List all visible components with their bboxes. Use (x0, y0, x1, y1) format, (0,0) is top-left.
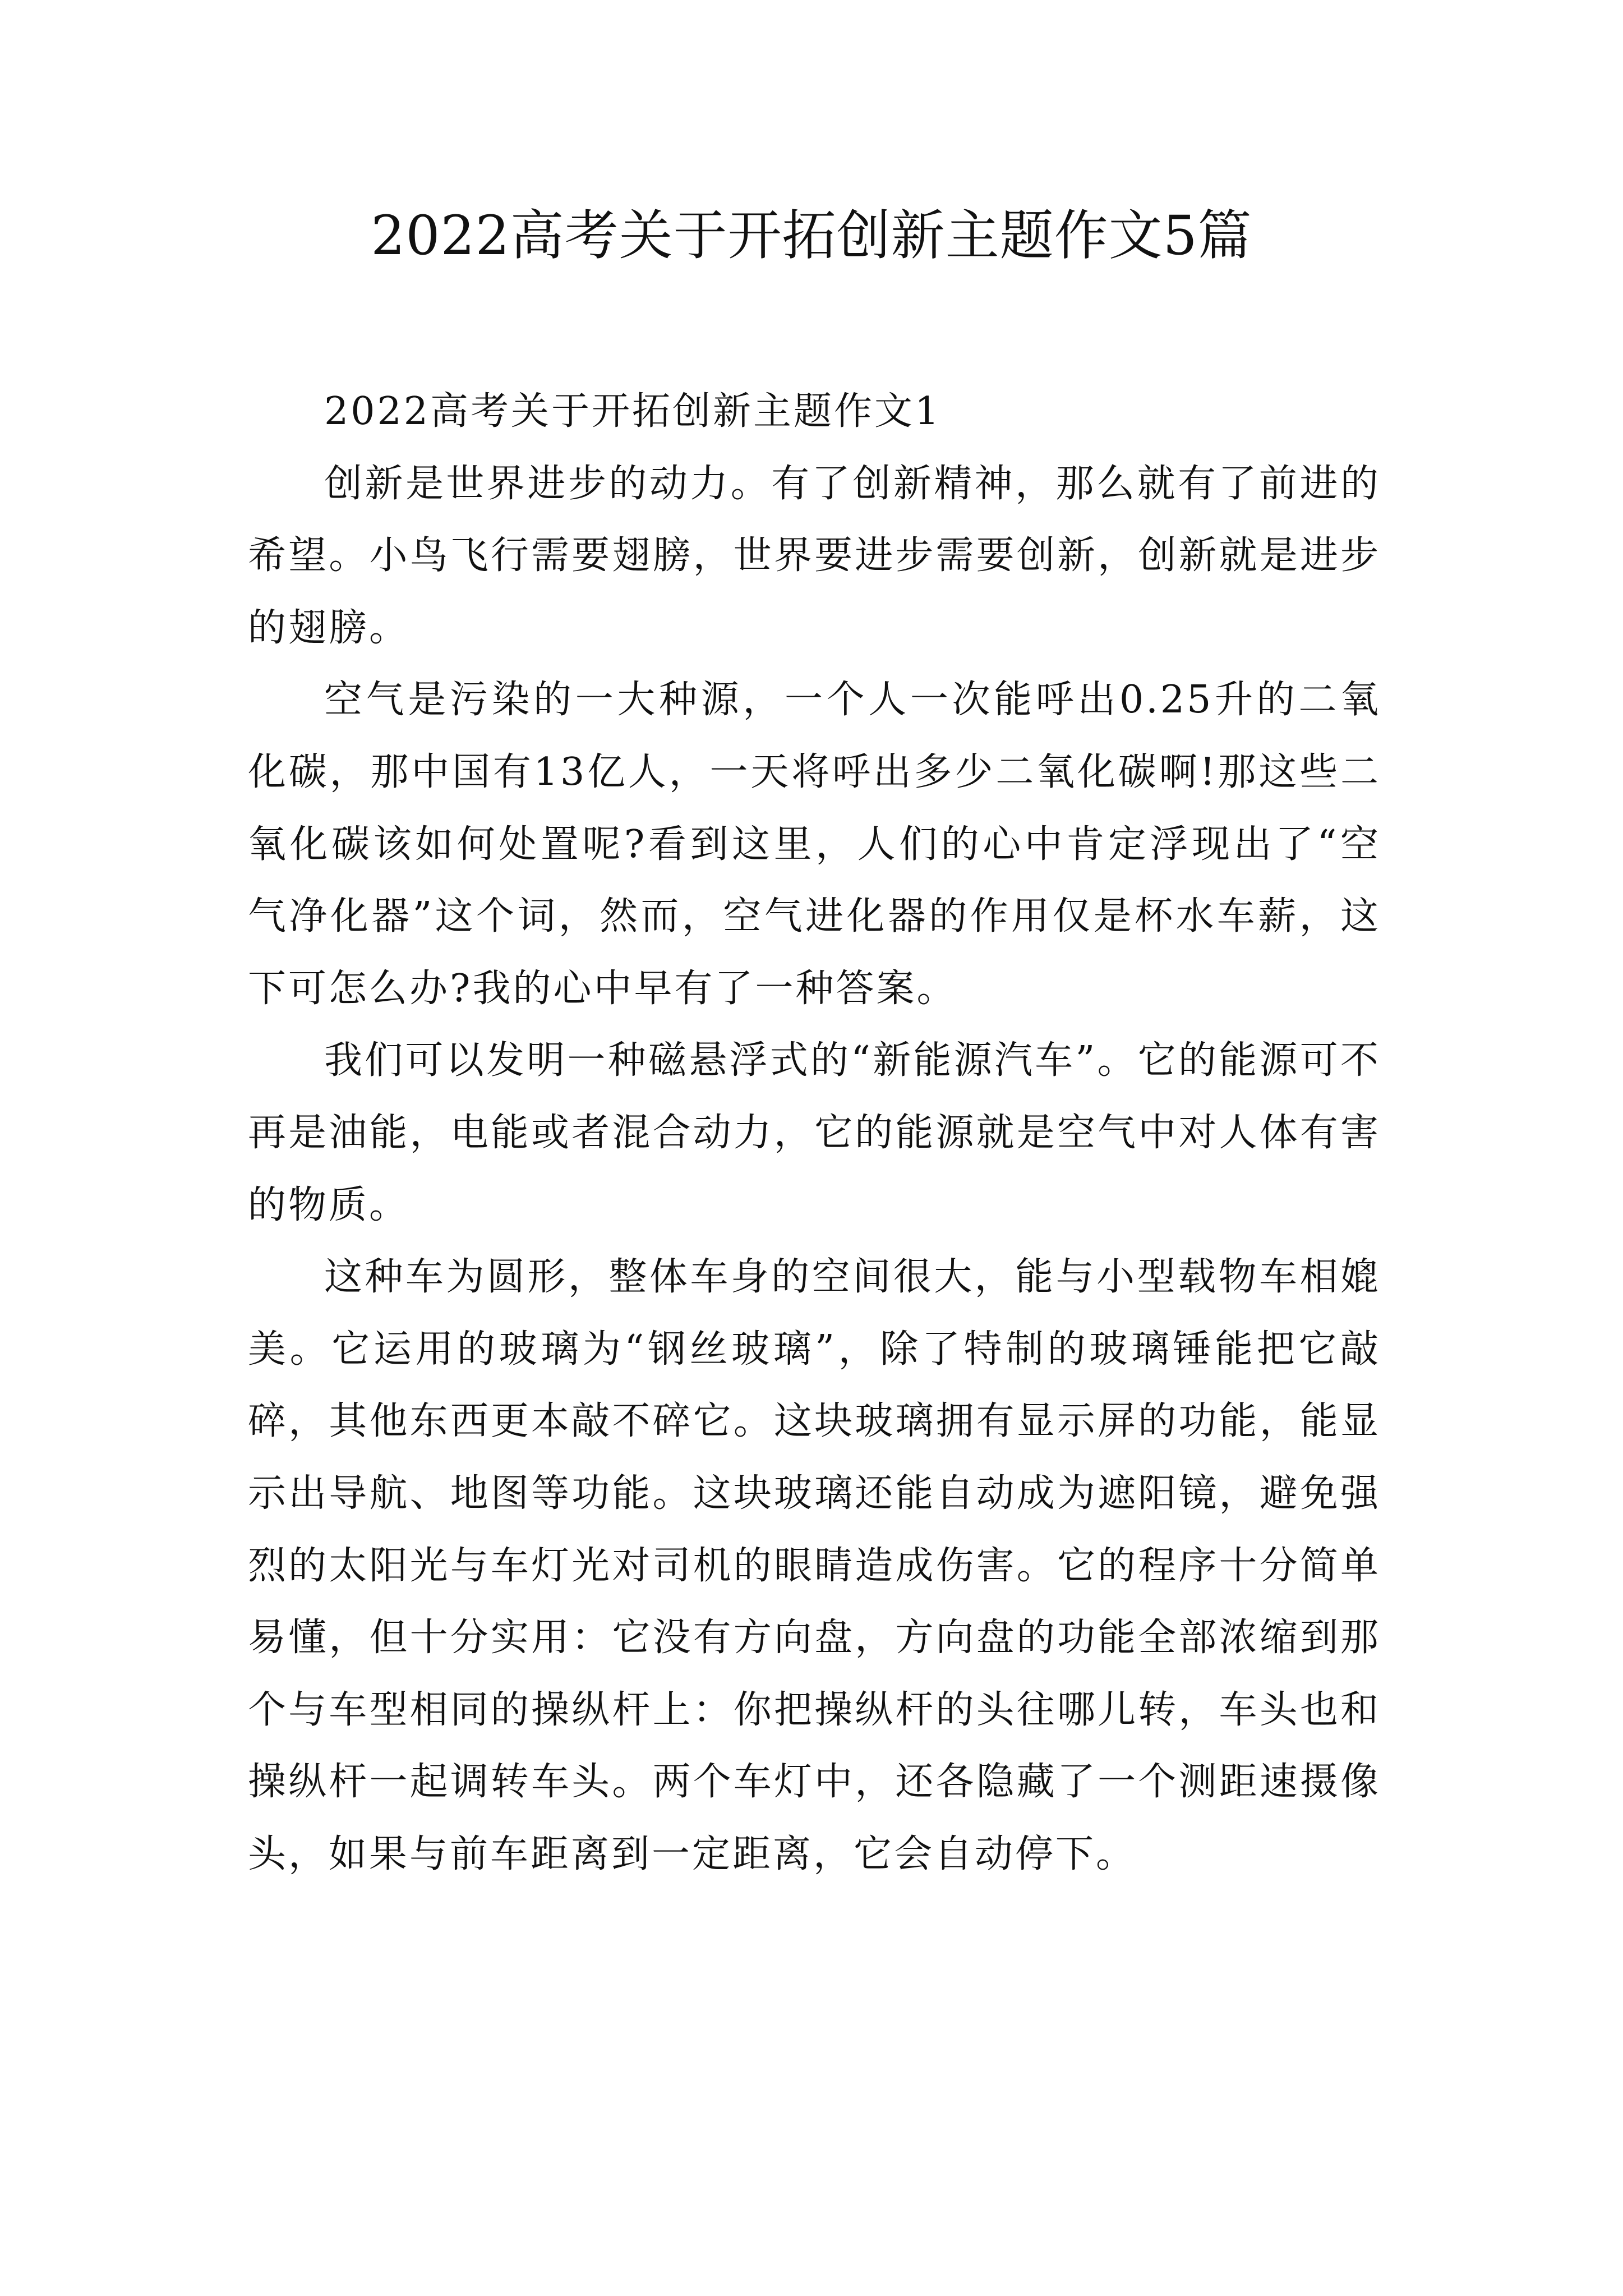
section-heading: 2022高考关于开拓创新主题作文1 (324, 389, 942, 434)
document-body (248, 376, 1381, 1890)
paragraph-2: 空气是污染的一大种源，一个人一次能呼出0.25升的二氧化碳，那中国有13亿人，一天将呼出多少二氧化碳啊!那这些二氧化碳该如何处置呢?看到这里，人们的心中肯定浮现出了“空气净化器”这个词，然而，空气进化器的作用仅是杯水车薪，这下可怎么办?我的心中早有了一种答案。 (248, 678, 1381, 1011)
document-title: 2022高考关于开拓创新主题作文5篇 (371, 204, 1252, 267)
paragraph-3: 我们可以发明一种磁悬浮式的“新能源汽车”。它的能源可不再是油能，电能或者混合动力，它的能源就是空气中对人体有害的物质。 (248, 1038, 1381, 1227)
paragraph-4: 这种车为圆形，整体车身的空间很大，能与小型载物车相媲美。它运用的玻璃为“钢丝玻璃”，除了特制的玻璃锤能把它敲碎，其他东西更本敲不碎它。这块玻璃拥有显示屏的功能，能显示出导航、地图等功能。这块玻璃还能自动成为遮阳镜，避免强烈的太阳光与车灯光对司机的眼睛造成伤害。它的程序十分简单易懂，但十分实用：它没有方向盘，方向盘的功能全部浓缩到那个与车型相同的操纵杆上：你把操纵杆的头往哪儿转，车头也和操纵杆一起调转车头。两个车灯中，还各隐藏了一个测距速摄像头，如果与前车距离到一定距离，它会自动停下。 (248, 1255, 1381, 1876)
paragraph-1: 创新是世界进步的动力。有了创新精神，那么就有了前进的希望。小鸟飞行需要翅膀，世界要进步需要创新，创新就是进步的翅膀。 (248, 461, 1381, 650)
